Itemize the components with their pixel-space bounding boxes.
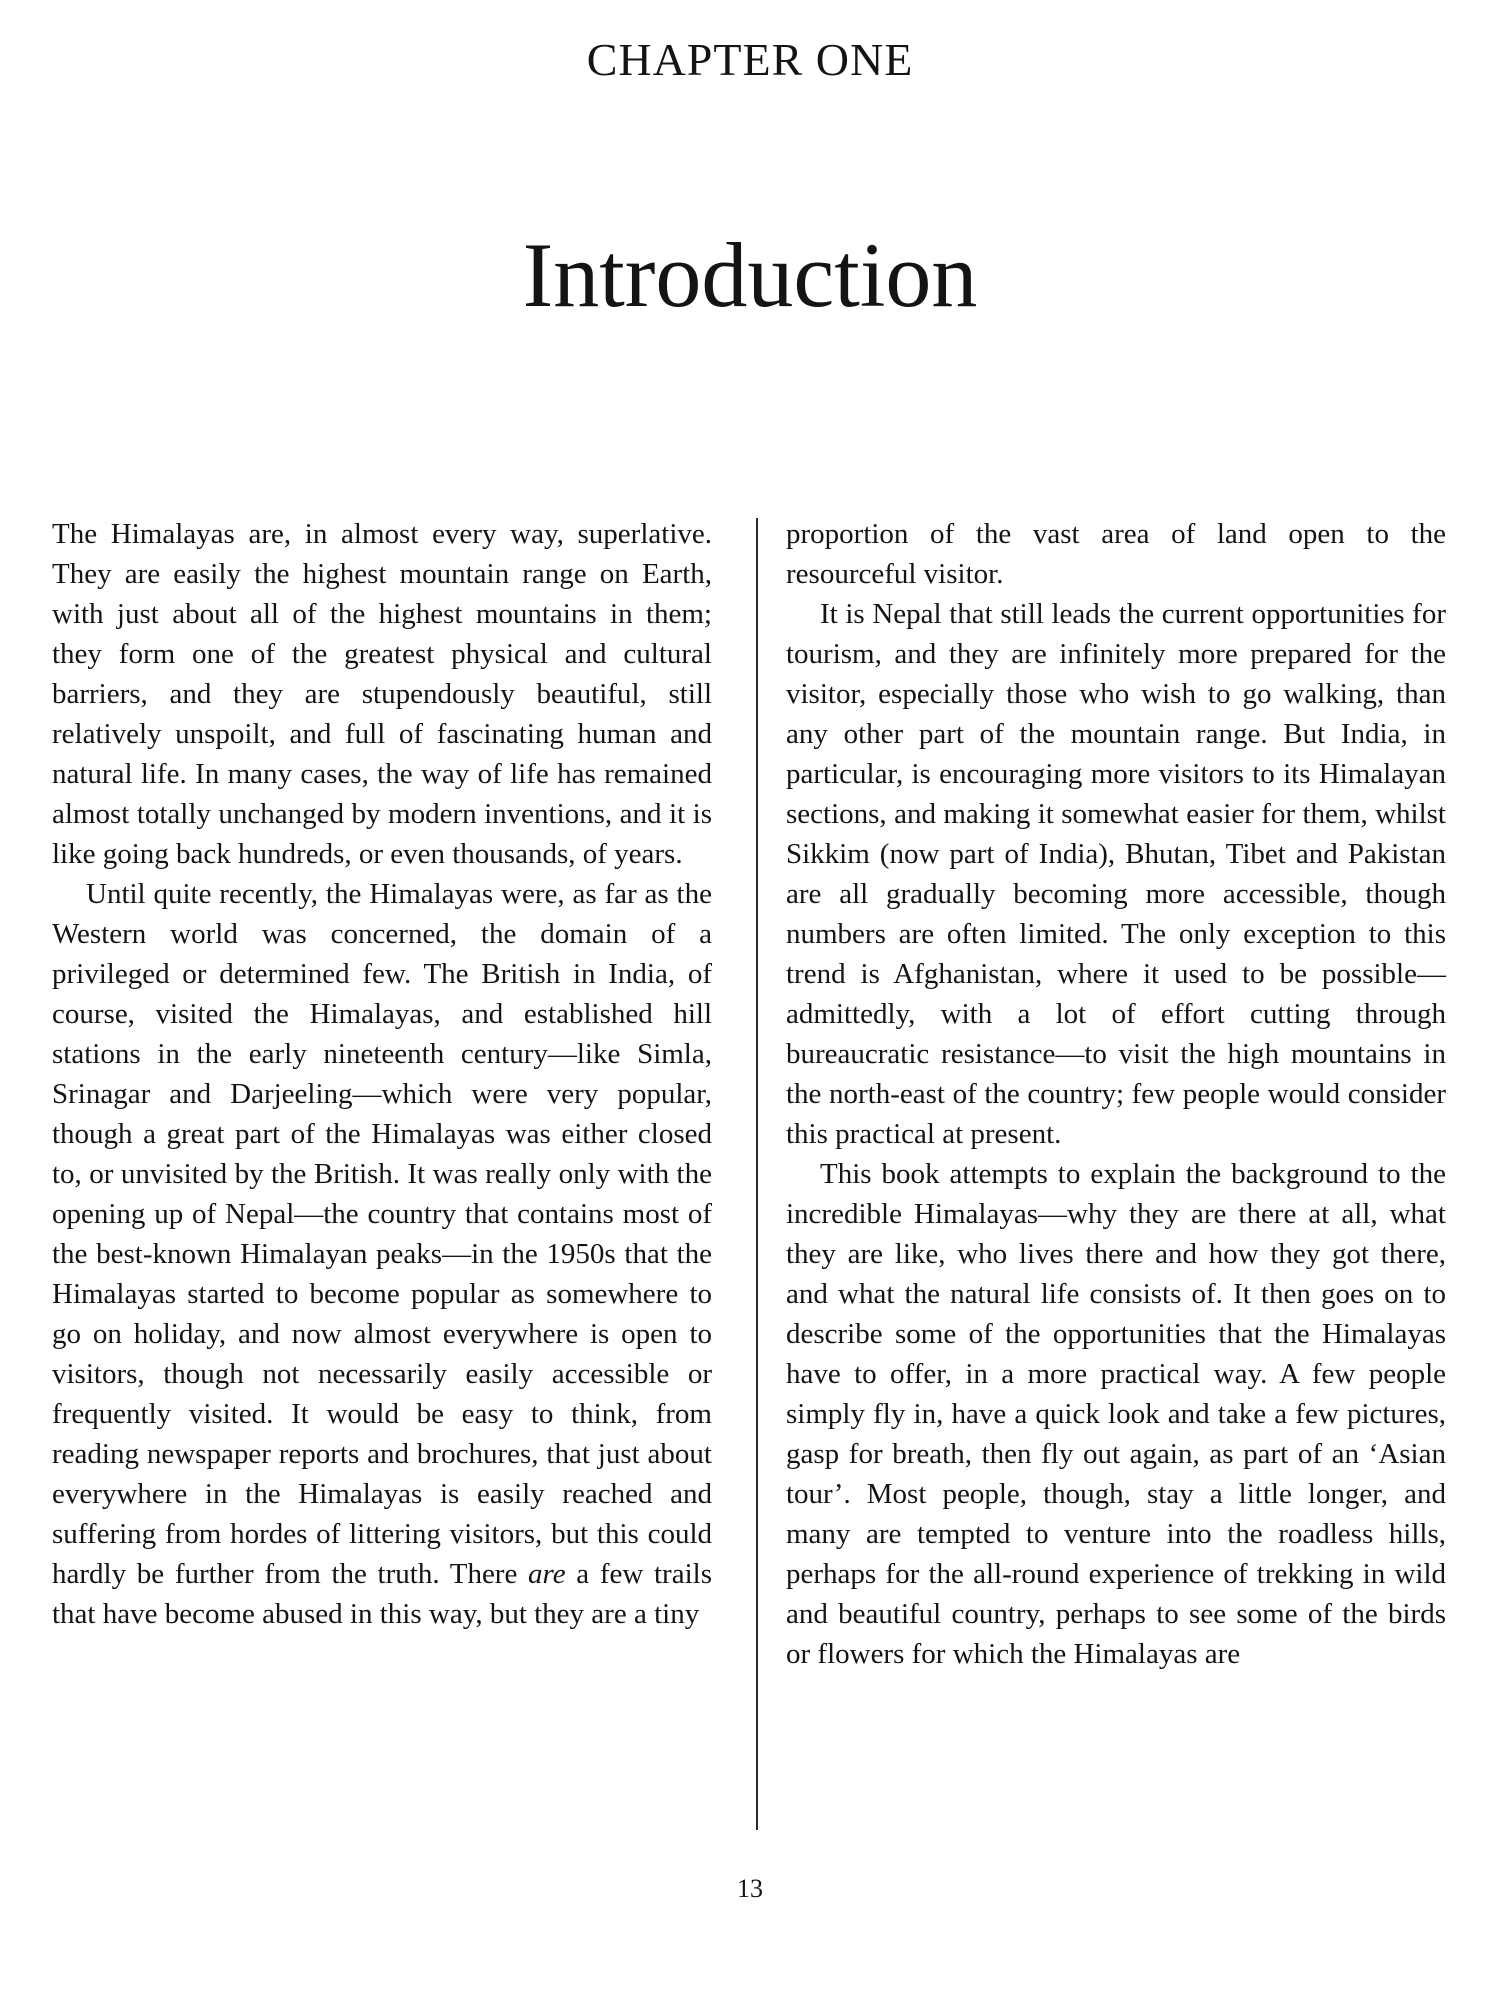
paragraph: This book attempts to explain the background to the incredible Himalayas—why they are there at all, what they are like, who lives there and how they got there, and what the natural life consists of. It then goes on to describe some of the opportunities that the Himalayas have to offer, in a more practical way. A few people simply fly in, have a quick look and take a few pictures, gasp for breath, then fly out again, as part of an ‘Asian tour’. Most people, though, stay a little longer, and many are tempted to venture into the roadless hills, perhaps for the all-round experience of trekking in wild and beautiful country, perhaps to see some of the birds or flowers for which the Himalayas are: [786, 1158, 1446, 1670]
paragraph: It is Nepal that still leads the current opportunities for tourism, and they are infinitely more prepared for the visitor, especially those who wish to go walking, than any other part of the mountain range. But India, in particular, is encouraging more visitors to its Himalayan sections, and making it somewhat easier for them, whilst Sikkim (now part of India), Bhutan, Tibet and Pakistan are all gradually becoming more accessible, though numbers are often limited. The only exception to this trend is Afghanistan, where it used to be possible—admittedly, with a lot of effort cutting through bureaucratic resistance—to visit the high mountains in the north-east of the country; few people would consider this practical at present.: [786, 598, 1446, 1150]
paragraph: [52, 874, 712, 1634]
emphasis-text: are: [528, 1558, 566, 1590]
column-divider: [756, 518, 758, 1830]
chapter-label: CHAPTER ONE: [586, 34, 914, 85]
right-column: [786, 514, 1446, 1674]
paragraph: proportion of the vast area of land open to the resourceful visitor.: [786, 518, 1446, 590]
paragraph: The Himalayas are, in almost every way, superlative. They are easily the highest mountain range on Earth, with just about all of the highest mountains in them; they form one of the greatest physical and cultural barriers, and they are stupendously beautiful, still relatively unspoilt, and full of fascinating human and natural life. In many cases, the way of life has remained almost totally unchanged by modern inventions, and it is like going back hundreds, or even thousands, of years.: [52, 518, 712, 870]
paragraph-text: a few trails that have become abused in this way, but they are a tiny: [52, 1558, 712, 1630]
paragraph-text: Until quite recently, the Himalayas were, as far as the Western world was concerned, the domain of a privileged or determined few. The British in India, of course, visited the Himalayas, and established hill stations in the early nineteenth century—like Simla, Srinagar and Darjeeling—which were very popular, though a great part of the Himalayas was either closed to, or unvisited by the British. It was really only with the opening up of Nepal—the country that contains most of the best-known Himalayan peaks—in the 1950s that the Himalayas started to become popular as somewhere to go on holiday, and now almost everywhere is open to visitors, though not necessarily easily accessible or frequently visited. It would be easy to think, from reading newspaper reports and brochures, that just about everywhere in the Himalayas is easily reached and suffering from hordes of littering visitors, but this could hardly be further from the truth. There: [52, 878, 712, 1590]
chapter-title: Introduction: [522, 224, 978, 326]
left-column: [52, 514, 712, 1634]
page-number: 13: [737, 1874, 763, 1903]
